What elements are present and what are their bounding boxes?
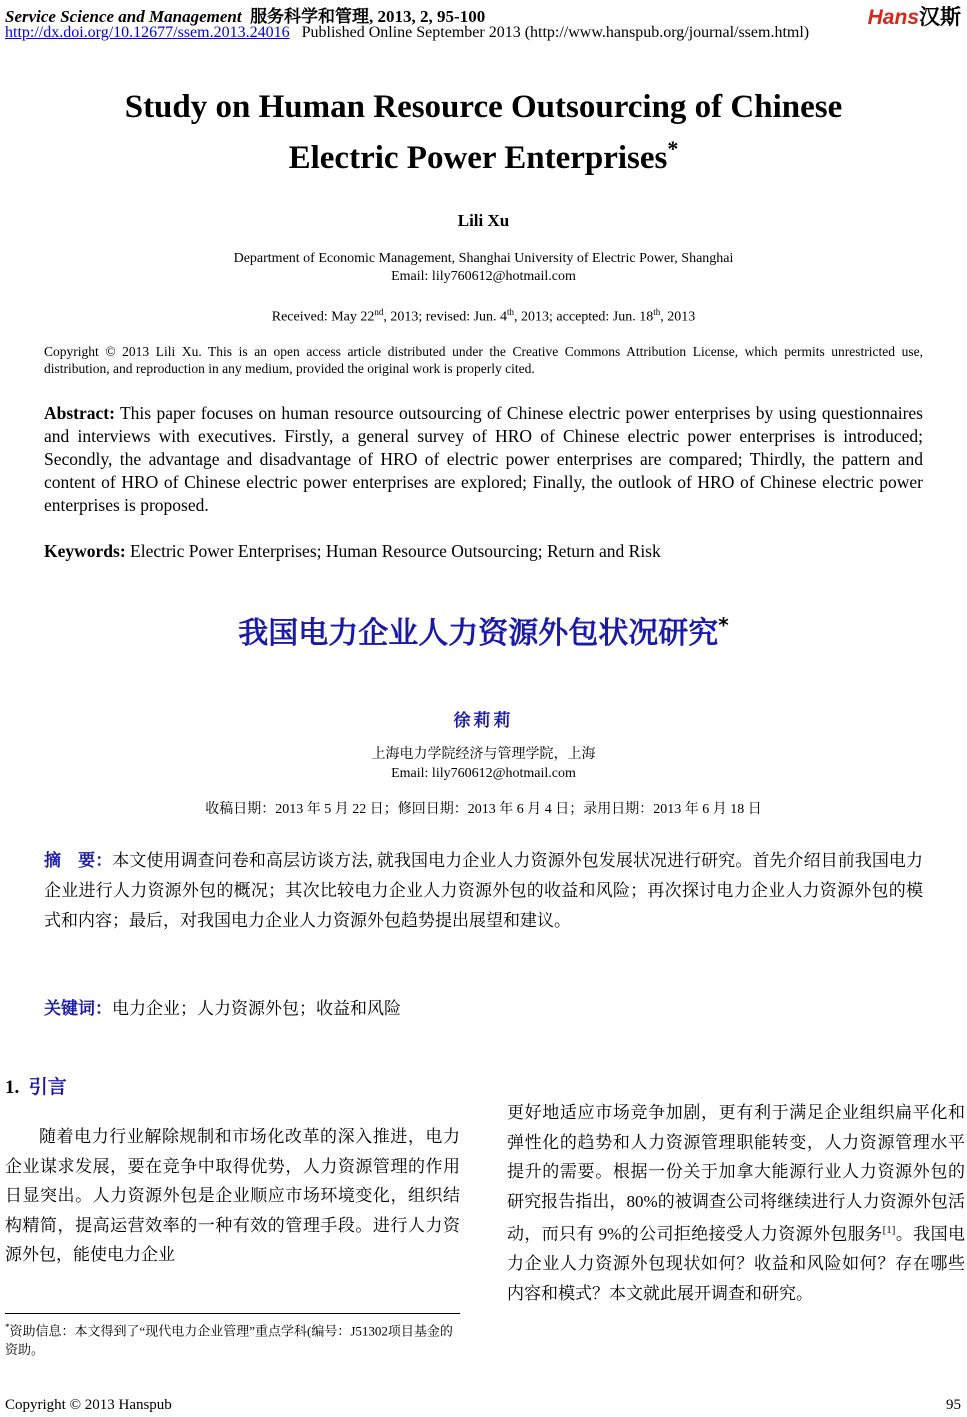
paper-title-en	[0, 86, 967, 179]
abstract-cn: 摘 要：本文使用调查问卷和高层访谈方法, 就我国电力企业人力资源外包发展状况进行研究。首先介绍目前我国电力企业进行人力资源外包的概况；其次比较电力企业人力资源外包的收益和风险；再次探讨电力企业人力资源外包的模式和内容；最后，对我国电力企业人力资源外包趋势提出展望和建议。	[44, 851, 924, 930]
citation: [1]	[882, 1224, 896, 1236]
footnote-divider	[5, 1313, 460, 1314]
dates-en: Received: May 22nd, 2013; revised: Jun. 4th, 2013; accepted: Jun. 18th, 2013	[271, 307, 696, 325]
abstract-en: Abstract: This paper focuses on human resource outsourcing of Chinese electric power enterprises by using questionnaires and interviews with executives. Firstly, a general survey of HRO of Chinese electric power enterprises is introduced; Secondly, the advantage and disadvantage of HRO of electric power enterprises are compared; Thirdly, the pattern and content of HRO of Chinese electric power enterprises are explored; Finally, the outlook of HRO of Chinese electric power enterprises is proposed.	[44, 403, 923, 515]
email-en: Email: lily760612@hotmail.com	[391, 269, 576, 284]
author-cn: 徐莉莉	[453, 711, 514, 730]
body-left-column: 随着电力行业解除规制和市场化改革的深入推进，电力企业谋求发展，要在竞争中取得优势，人力资源管理的作用日显突出。人力资源外包是企业顺应市场环境变化，组织结构精简，提高运营效率的一种有效的管理手段。进行人力资源外包，能使电力企业	[5, 1127, 460, 1264]
abstract-label: Abstract:	[44, 403, 115, 423]
affiliation-en: Department of Economic Management, Shanghai University of Electric Power, Shanghai	[233, 251, 734, 266]
published-online: Published Online September 2013 (http://www.hanspub.org/journal/ssem.html)	[301, 24, 810, 41]
paper-title-cn: 我国电力企业人力资源外包状况研究*	[238, 613, 729, 651]
copyright-notice: Copyright © 2013 Lili Xu. This is an open access article distributed under the Creative Commons Attribution License, which permits unrestricted use, distribution, and reproduction in any medium, provided the original work is properly cited.	[44, 344, 923, 376]
footnote-mark: *	[667, 136, 679, 161]
email-cn: Email: lily760612@hotmail.com	[391, 766, 576, 781]
publication-line	[5, 24, 809, 42]
footer-copyright: Copyright © 2013 Hanspub	[5, 1397, 172, 1413]
page-number: 95	[946, 1397, 961, 1413]
title-line-1: Study on Human Resource Outsourcing of Chinese	[124, 89, 843, 125]
author-en: Lili Xu	[457, 211, 510, 230]
body-right-column: 更好地适应市场竞争加剧，更有利于满足企业组织扁平化和弹性化的趋势和人力资源管理职能转变，人力资源管理水平提升的需要。根据一份关于加拿大能源行业人力资源外包的研究报告指出，80%的被调查公司将继续进行人力资源外包活动，而只有 9%的公司拒绝接受人力资源外包服务[1]。我国电力企业人力资源外包现状如何？收益和风险如何？存在哪些内容和模式？本文就此展开调查和研究。	[507, 1103, 965, 1303]
footnote: *资助信息：本文得到了“现代电力企业管理”重点学科(编号：J51302项目基金的资助。	[5, 1322, 453, 1358]
keywords-en: Keywords: Electric Power Enterprises; Human Resource Outsourcing; Return and Risk	[44, 541, 661, 561]
affiliation-cn: 上海电力学院经济与管理学院，上海	[371, 747, 596, 762]
title-line-2: Electric Power Enterprises*	[288, 136, 679, 176]
journal-name: Service Science and Management	[5, 7, 242, 26]
keywords-label: Keywords:	[44, 541, 126, 561]
keywords-cn: 关键词：电力企业；人力资源外包；收益和风险	[44, 999, 401, 1018]
hans-logo: Hans汉斯	[867, 6, 961, 29]
doi-link[interactable]: http://dx.doi.org/10.12677/ssem.2013.24016	[5, 24, 290, 41]
dates-cn: 收稿日期：2013 年 5 月 22 日；修回日期：2013 年 6 月 4 日；录用日期：2013 年 6 月 18 日	[205, 802, 762, 817]
section-heading: 1. 引言	[5, 1077, 67, 1098]
journal-info: 服务科学和管理, 2013, 2, 95-100	[250, 7, 486, 26]
